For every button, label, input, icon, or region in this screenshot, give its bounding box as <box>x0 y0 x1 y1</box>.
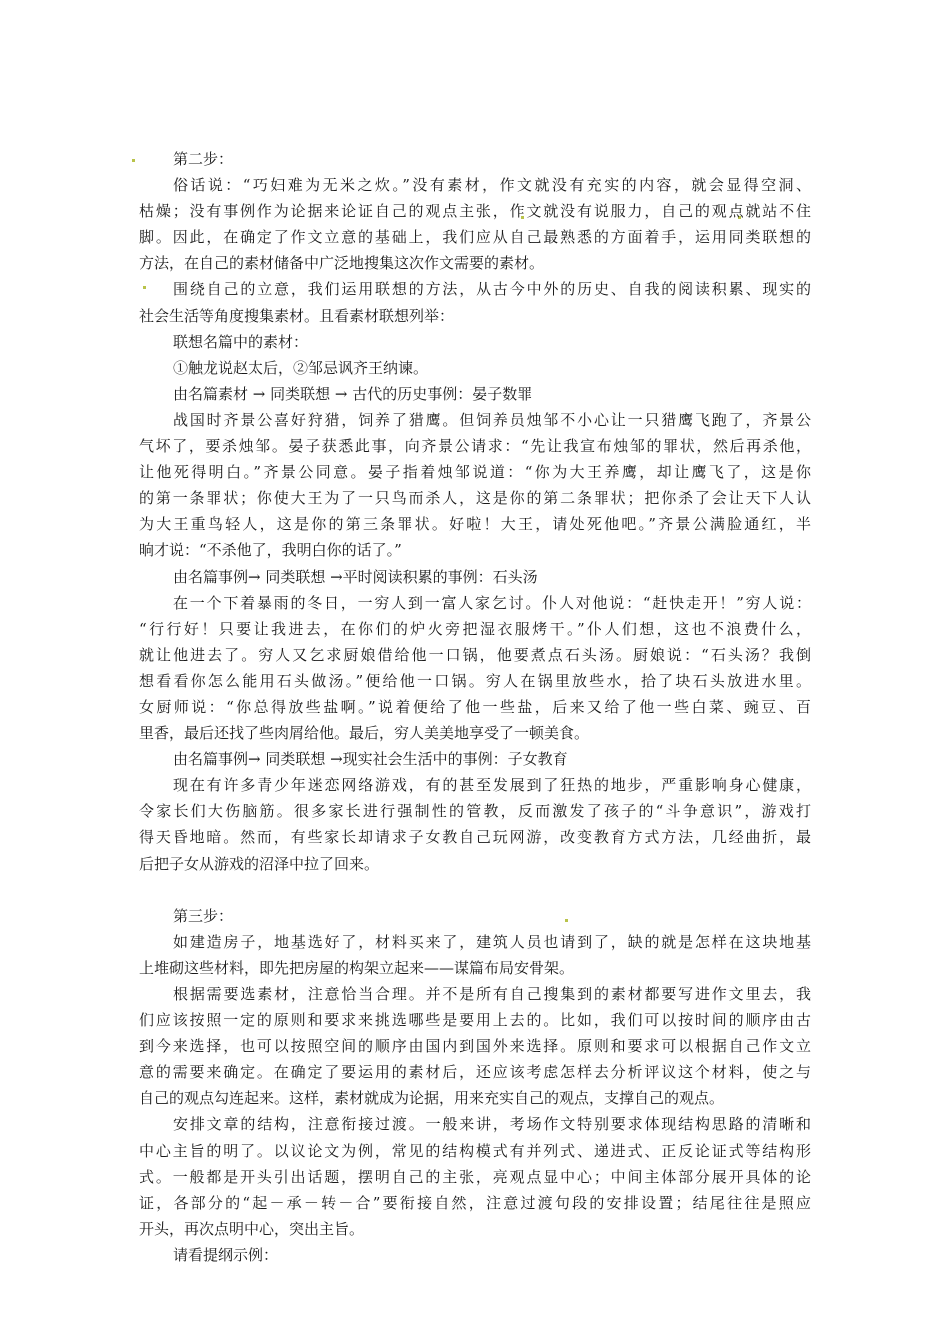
association-chain-1: 由名篇素材 → 同类联想 → 古代的历史事例：晏子数罪 <box>173 384 533 403</box>
scan-speck <box>132 159 135 162</box>
text-line: 安排文章的结构，注意衔接过渡。一般来讲，考场作文特别要求体现结构思路的清晰和 <box>173 1115 811 1134</box>
text-line: 俗话说：“巧妇难为无米之炊。”没有素材，作文就没有充实的内容，就会显得空洞、 <box>173 176 811 195</box>
text-line: 开头，再次点明中心，突出主旨。 <box>139 1219 365 1238</box>
text-line: 在一个下着暴雨的冬日，一穷人到一富人家乞讨。仆人对他说：“赶快走开！”穷人说： <box>173 593 811 612</box>
step3-paragraph-1 <box>139 929 811 981</box>
text-line: 证，各部分的“起－承－转－合”要衔接自然，注意过渡句段的安排设置；结尾往往是照应 <box>139 1193 811 1212</box>
text-line: 如建造房子，地基选好了，材料买来了，建筑人员也请到了，缺的就是怎样在这块地基 <box>173 932 811 951</box>
story-child-education <box>139 772 811 876</box>
text-line: 里香，最后还找了些肉屑给他。最后，穷人美美地享受了一顿美食。 <box>139 724 590 743</box>
step2-paragraph-1 <box>139 172 811 276</box>
text-line: 晌才说：“不杀他了，我明白你的话了。” <box>139 541 402 560</box>
text-line: 中心主旨的明了。以议论文为例，常见的结构模式有并列式、递进式、正反论证式等结构形 <box>139 1141 811 1160</box>
text-line: 枯燥；没有事例作为论据来论证自己的观点主张，作文就没有说服力，自己的观点就站不住 <box>139 202 811 221</box>
step3-paragraph-3 <box>139 1111 811 1241</box>
step2-heading: 第二步： <box>173 150 234 168</box>
step2-paragraph-2 <box>139 276 811 328</box>
famous-works-list: ①触龙说赵太后，②邹忌讽齐王纳谏。 <box>173 358 429 377</box>
association-chain-2: 由名篇事例→ 同类联想 →平时阅读积累的事例：石头汤 <box>173 567 538 586</box>
association-chain-3: 由名篇事例→ 同类联想 →现实社会生活中的事例：子女教育 <box>173 750 568 769</box>
text-line: 令家长们大伤脑筋。很多家长进行强制性的管教，反而激发了孩子的“斗争意识”，游戏打 <box>139 802 811 821</box>
text-line: 脚。因此，在确定了作文立意的基础上，我们应从自己最熟悉的方面着手，运用同类联想的 <box>139 228 811 247</box>
text-line: 到今来选择，也可以按照空间的顺序由国内到国外来选择。原则和要求可以根据自己作文立 <box>139 1037 811 1056</box>
step3-heading: 第三步： <box>173 906 234 925</box>
text-line: 战国时齐景公喜好狩猎，饲养了猎鹰。但饲养员烛邹不小心让一只猎鹰飞跑了，齐景公 <box>173 410 811 429</box>
text-line: 的第一条罪状；你使大王为了一只鸟而杀人，这是你的第二条罪状；把你杀了会让天下人认 <box>139 489 811 508</box>
text-line: 意的需要来确定。在确定了要运用的素材后，还应该考虑怎样去分析评议这个材料，使之与 <box>139 1063 811 1082</box>
text-line: 现在有许多青少年迷恋网络游戏，有的甚至发展到了狂热的地步，严重影响身心健康， <box>173 776 811 795</box>
text-line: “行行好！只要让我进去，在你们的炉火旁把湿衣服烤干。”仆人们想，这也不浪费什么， <box>139 619 811 638</box>
text-line: 就让他进去了。穷人又乞求厨娘借给他一口锅，他要煮点石头汤。厨娘说：“石头汤？我倒 <box>139 645 811 664</box>
text-line: 后把子女从游戏的沼泽中拉了回来。 <box>139 854 380 873</box>
text-line: 让他死得明白。”齐景公同意。晏子指着烛邹说道：“你为大王养鹰，却让鹰飞了，这是你 <box>139 463 811 482</box>
outline-example-intro: 请看提纲示例： <box>173 1245 279 1264</box>
text-line: 为大王重鸟轻人，这是你的第三条罪状。好啦！大王，请处死他吧。”齐景公满脸通红，半 <box>139 515 811 534</box>
text-line: 围绕自己的立意，我们运用联想的方法，从古今中外的历史、自我的阅读积累、现实的 <box>173 280 811 299</box>
text-line: 想看看你怎么能用石头做汤。”便给他一口锅。穷人在锅里放些水，拾了块石头放进水里。 <box>139 671 811 690</box>
blank-line <box>139 877 811 903</box>
text-line: 气坏了，要杀烛邹。晏子获悉此事，向齐景公请求：“先让我宣布烛邹的罪状，然后再杀他， <box>139 437 811 456</box>
text-line: 女厨师说：“你总得放些盐啊。”说着便给了他一些盐，后来又给了他一些白菜、豌豆、百 <box>139 697 811 716</box>
story-yanzi <box>139 407 811 564</box>
story-stone-soup <box>139 590 811 747</box>
text-line: 根据需要选素材，注意恰当合理。并不是所有自己搜集到的素材都要写进作文里去，我 <box>173 985 811 1003</box>
document-body <box>139 146 811 1268</box>
text-line: 上堆砌这些材料，即先把房屋的构架立起来——谋篇布局安骨架。 <box>139 958 575 977</box>
text-line: 方法，在自己的素材储备中广泛地搜集这次作文需要的素材。 <box>139 254 545 273</box>
text-line: 得天昏地暗。然而，有些家长却请求子女教自己玩网游，改变教育方式方法，几经曲折，最 <box>139 828 811 847</box>
text-line: 社会生活等角度搜集素材。且看素材联想列举： <box>139 306 455 325</box>
text-line: 自己的观点勾连起来。这样，素材就成为论据，用来充实自己的观点，支撑自己的观点。 <box>139 1089 725 1108</box>
text-line: 们应该按照一定的原则和要求来挑选哪些是要用上去的。比如，我们可以按时间的顺序由古 <box>139 1011 811 1030</box>
step3-paragraph-2 <box>139 981 811 1111</box>
text-line: 式。一般都是开头引出话题，摆明自己的主张，亮观点显中心；中间主体部分展开具体的论 <box>139 1167 811 1186</box>
famous-material-heading: 联想名篇中的素材： <box>173 332 309 351</box>
